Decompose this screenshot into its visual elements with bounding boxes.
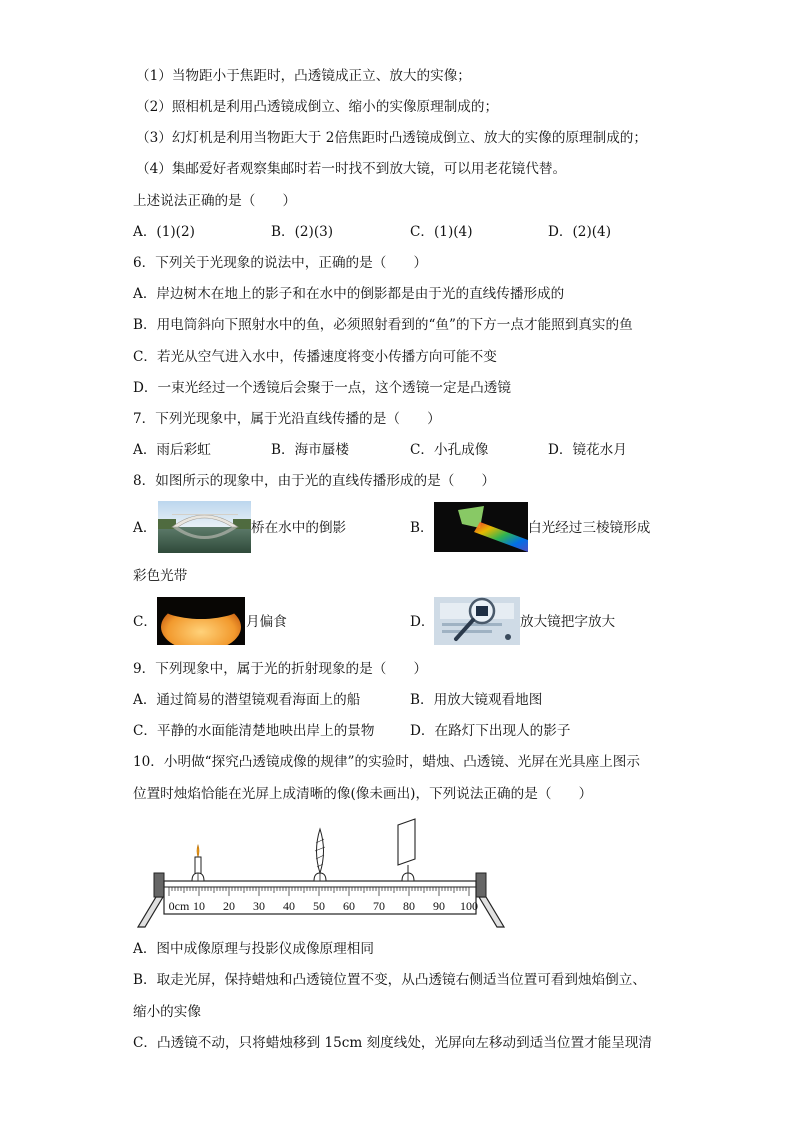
q6-option-b: B．用电筒斜向下照射水中的鱼，必须照射看到的“鱼”的下方一点才能照到真实的鱼	[133, 317, 633, 333]
question-6-stem: 6．下列关于光现象的说法中，正确的是（ ）	[133, 255, 428, 271]
q9-option-b: B．用放大镜观看地图	[410, 692, 543, 708]
statement-1: （1）当物距小于焦距时，凸透镜成正立、放大的实像；	[136, 68, 471, 84]
q5-option-c: C．(1)(4)	[410, 224, 473, 240]
q5-option-d: D．(2)(4)	[548, 224, 612, 240]
q8-option-a-letter: A．	[133, 520, 157, 536]
ruler-label: 40	[283, 899, 295, 913]
candle	[192, 845, 204, 881]
left-end-block	[154, 873, 164, 897]
q9-option-c: C．平静的水面能清楚地映出岸上的景物	[133, 723, 375, 739]
q10-option-a: A．图中成像原理与投影仪成像原理相同	[133, 941, 374, 957]
light-screen	[398, 819, 415, 881]
ruler-label: 90	[433, 899, 445, 913]
q8-option-b-text-continued: 彩色光带	[133, 568, 188, 584]
question-5-stem: 上述说法正确的是（ ）	[133, 193, 297, 209]
q6-option-d: D．一束光经过一个透镜后会聚于一点，这个透镜一定是凸透镜	[133, 380, 511, 396]
ruler-label: 80	[403, 899, 415, 913]
question-10-stem-line-2: 位置时烛焰恰能在光屏上成清晰的像(像未画出)，下列说法正确的是（ ）	[133, 786, 593, 802]
q8-option-c-text: 月偏食	[246, 614, 287, 630]
q7-option-a: A．雨后彩虹	[133, 442, 211, 458]
statement-4: （4）集邮爱好者观察集邮时若一时找不到放大镜，可以用老花镜代替。	[136, 161, 567, 177]
ruler-label: 100	[460, 899, 478, 913]
partial-lunar-eclipse-image	[157, 597, 245, 645]
q10-option-b-line-1: B．取走光屏，保持蜡烛和凸透镜位置不变，从凸透镜右侧适当位置可看到烛焰倒立、	[133, 972, 646, 988]
q8-option-d-text: 放大镜把字放大	[520, 614, 616, 630]
ruler-label: 60	[343, 899, 355, 913]
ruler-label: 0cm	[168, 899, 190, 913]
optical-bench-diagram	[136, 815, 506, 934]
question-9-stem: 9．下列现象中，属于光的折射现象的是（ ）	[133, 661, 428, 677]
bridge-reflection-image	[158, 501, 251, 553]
question-8-stem: 8．如图所示的现象中，由于光的直线传播形成的是（ ）	[133, 473, 496, 489]
optical-bench-svg	[136, 815, 506, 930]
q6-option-a: A．岸边树木在地上的影子和在水中的倒影都是由于光的直线传播形成的	[133, 286, 565, 302]
q5-option-b: B．(2)(3)	[271, 224, 334, 240]
convex-lens	[314, 829, 326, 881]
ruler-label: 50	[313, 899, 325, 913]
q5-option-a: A．(1)(2)	[133, 224, 195, 240]
statement-3: （3）幻灯机是利用当物距大于 2倍焦距时凸透镜成倒立、放大的实像的原理制成的；	[136, 130, 647, 146]
q8-option-c-letter: C．	[133, 614, 157, 630]
q6-option-c: C．若光从空气进入水中，传播速度将变小传播方向可能不变	[133, 349, 497, 365]
q7-option-b: B．海市蜃楼	[271, 442, 349, 458]
flame-icon	[197, 845, 199, 857]
q9-option-a: A．通过简易的潜望镜观看海面上的船	[133, 692, 361, 708]
q8-option-b-letter: B．	[410, 520, 434, 536]
prism-spectrum-image	[434, 502, 528, 552]
ruler-label: 20	[223, 899, 235, 913]
right-leg	[479, 897, 504, 927]
right-end-block	[476, 873, 486, 897]
q8-option-d-letter: D．	[410, 614, 435, 630]
q7-option-d: D．镜花水月	[548, 442, 627, 458]
q9-option-d: D．在路灯下出现人的影子	[410, 723, 571, 739]
question-10-stem-line-1: 10．小明做“探究凸透镜成像的规律”的实验时，蜡烛、凸透镜、光屏在光具座上图示	[133, 754, 640, 770]
ruler-label: 30	[253, 899, 265, 913]
q8-option-a-text: 桥在水中的倒影	[251, 520, 347, 536]
q8-option-b-text: 白光经过三棱镜形成	[528, 520, 651, 536]
ruler-label: 10	[193, 899, 205, 913]
ruler-label: 70	[373, 899, 385, 913]
left-leg	[138, 897, 163, 927]
q10-option-c: C．凸透镜不动，只将蜡烛移到 15cm 刻度线处，光屏向左移动到适当位置才能呈现清	[133, 1035, 653, 1051]
q7-option-c: C．小孔成像	[410, 442, 489, 458]
question-7-stem: 7．下列光现象中，属于光沿直线传播的是（ ）	[133, 411, 441, 427]
magnifying-glass-image	[434, 597, 520, 645]
statement-2: （2）照相机是利用凸透镜成倒立、缩小的实像原理制成的；	[136, 99, 499, 115]
q10-option-b-line-2: 缩小的实像	[133, 1004, 201, 1020]
